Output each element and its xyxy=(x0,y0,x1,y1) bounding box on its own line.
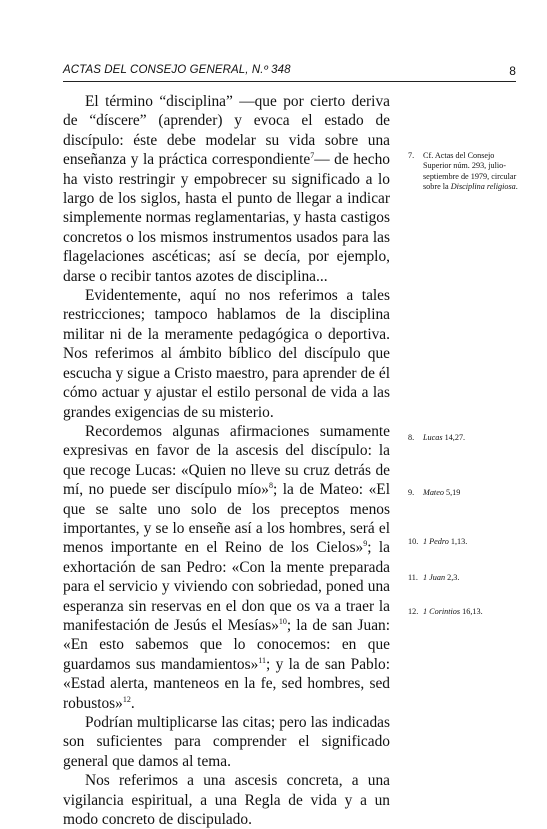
note-text xyxy=(423,537,520,547)
main-text xyxy=(63,92,390,829)
note-number: 10. xyxy=(408,537,419,546)
note-text xyxy=(423,488,520,498)
paragraph-3-text-b: ; la de Mateo: «El que se salte uno solo de los preceptos menos importantes, y se lo enseñe así a los hombres, será el menos importante en el Reino de los Cielos» xyxy=(63,481,390,557)
note-text xyxy=(423,433,520,443)
paragraph-5: Nos referimos a una ascesis concreta, a una vigilancia espiritual, a una Regla de vida y a un modo concreto de discipulado. xyxy=(63,772,390,829)
footnote-ref-7: 7 xyxy=(310,151,315,161)
margin-note-12 xyxy=(408,607,520,617)
header-title: ACTAS DEL CONSEJO GENERAL, N.º 348 xyxy=(63,64,291,76)
paragraph-4: Podrían multiplicarse las citas; pero las indicadas son suficientes para comprender el significado general que damos al tema. xyxy=(63,714,390,770)
note-text-b: Disciplina religiosa xyxy=(450,182,516,192)
paragraph-3-text-e: ; y la de san Pablo: «Estad alerta, manteneos en la fe, sed hombres, sed robustos» xyxy=(63,655,390,712)
note-text xyxy=(423,607,520,617)
margin-note-8 xyxy=(408,433,520,443)
footnote-ref-8: 8 xyxy=(268,481,273,490)
note-text-a: Cf. Actas del Consejo Superior núm. 293, julio-septiembre de 1979, circular sobre la xyxy=(423,151,517,192)
note-text-b: 1 Corintios xyxy=(423,607,461,616)
note-number: 9. xyxy=(408,488,415,497)
note-text-c: 5,19 xyxy=(443,488,461,497)
note-number: 12. xyxy=(408,607,419,616)
note-text-b: 1 Pedro xyxy=(423,537,449,546)
note-text-c: 1,13. xyxy=(448,537,468,546)
note-text-c: 14,27. xyxy=(442,433,466,442)
paragraph-3-text-a: Recordemos algunas afirmaciones sumamente expresivas en favor de la ascesis del discípulo: la que recoge Lucas: «Quien no lleve su cruz detrás de mí, no puede ser discípulo mío» xyxy=(63,422,390,499)
paragraph-3-text-f: . xyxy=(130,694,135,712)
note-text-c: . xyxy=(515,182,518,192)
footnote-ref-11: 11 xyxy=(258,655,266,665)
paragraph-1-text-a: El término “disciplina” —que por cierto deriva de “díscere” (aprender) y evoca el estado de discípulo: éste debe modelar su vida sobre una enseñanza y la práctica correspondiente xyxy=(63,93,390,169)
margin-note-10 xyxy=(408,537,520,547)
note-text xyxy=(423,573,520,583)
paragraph-2: Evidentemente, aquí no nos referimos a tales restricciones; tampoco hablamos de la disciplina militar ni de la meramente pedagógica o deportiva. Nos referimos al ámbito bíblico del discípulo que escucha y sigue a Cristo maestro, para aprender de él cómo actuar y ajustar el estilo personal de vida a las grandes exigencias de su misterio. xyxy=(63,287,390,421)
note-text-b: 1 Juan xyxy=(423,573,446,582)
note-text-c: 2,3. xyxy=(445,573,460,582)
note-text-b: Mateo xyxy=(423,488,444,497)
margin-note-7 xyxy=(408,151,520,193)
note-number: 7. xyxy=(408,151,415,160)
footnote-ref-12: 12 xyxy=(122,694,131,704)
paragraph-3-text-c: ; la exhortación de san Pedro: «Con la mente preparada para el servicio y viviendo con sobriedad, poned una esperanza sin reservas en el don que os va a traer la manifestación de Jesús el Mesías» xyxy=(63,539,391,634)
margin-note-9 xyxy=(408,488,520,498)
note-text-c: 16,13. xyxy=(460,607,483,616)
paragraph-1 xyxy=(63,92,390,286)
paragraph-1-text-b: — de hecho ha visto restringir y empobrecer su significado a lo largo de los siglos, hasta el punto de llegar a indicar simplemente normas reglamentarias, y hasta castigos concretos o los mismos instrumentos usados para las flagelaciones ascéticas; así se decía, por ejemplo, darse o recibir tantos azotes de disciplina... xyxy=(63,151,390,285)
note-number: 11. xyxy=(408,573,418,582)
footnote-ref-9: 9 xyxy=(363,539,368,549)
note-number: 8. xyxy=(408,433,415,442)
note-text-b: Lucas xyxy=(423,433,443,442)
page-number: 8 xyxy=(509,64,516,78)
note-text xyxy=(423,151,520,193)
running-header xyxy=(63,62,516,80)
header-rule xyxy=(63,81,516,82)
paragraph-3 xyxy=(63,422,390,713)
footnote-ref-10: 10 xyxy=(278,616,287,626)
paragraph-3-text-d: ; la de san Juan: «En esto sabemos que lo conocemos: en que guardamos sus mandamientos» xyxy=(63,616,390,673)
margin-note-11 xyxy=(408,573,520,583)
